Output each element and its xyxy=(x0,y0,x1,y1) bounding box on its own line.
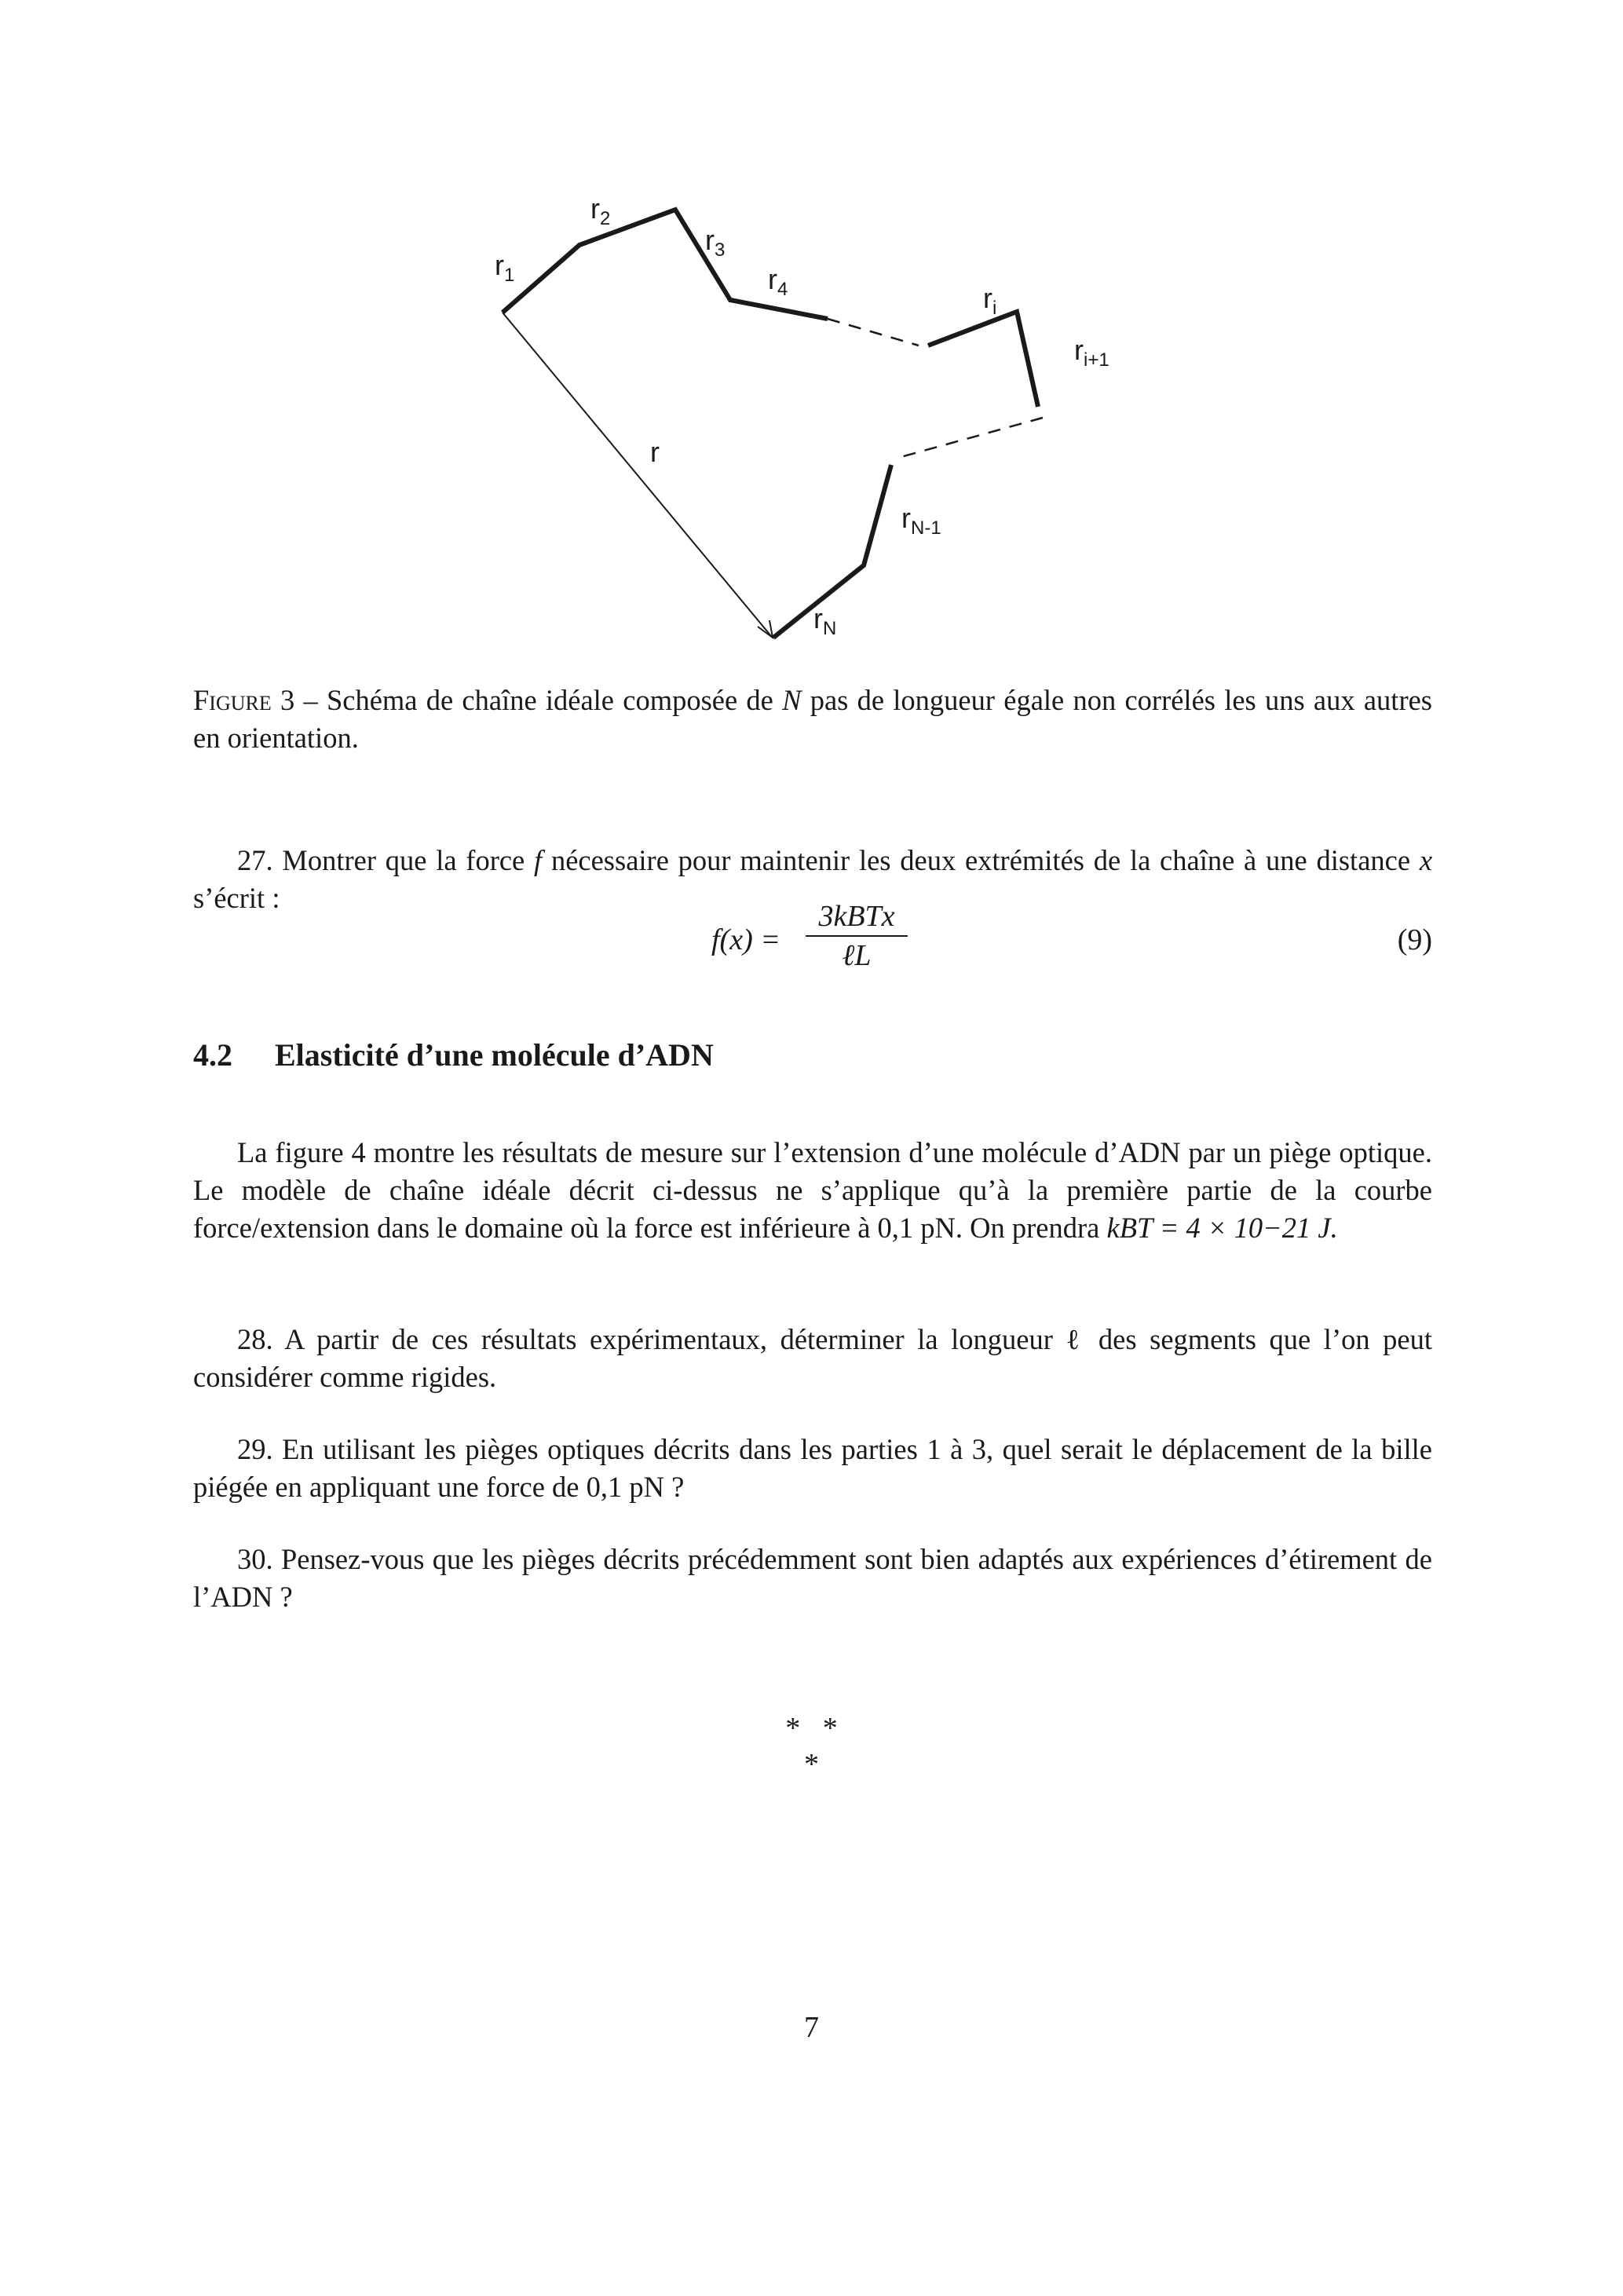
equation-lhs: f(x) = xyxy=(711,923,780,956)
label-rn: $r_N$ xyxy=(813,602,837,639)
equation-tag: (9) xyxy=(1397,923,1432,956)
intro-paragraph xyxy=(193,1134,1432,1247)
dashed-link-lower xyxy=(895,418,1043,459)
figure-caption xyxy=(193,682,1432,757)
caption-prefix: Figure 3 xyxy=(193,684,295,716)
dashed-link-upper xyxy=(828,319,919,345)
stars-top: * * xyxy=(785,1712,838,1745)
q28-number: 28. xyxy=(237,1323,273,1355)
q27-f: f xyxy=(534,844,543,876)
q27-number: 27. xyxy=(237,844,273,876)
chain-segments-end xyxy=(773,465,891,638)
label-ri-plus-1: $r_{i+1}$ xyxy=(1074,334,1109,371)
question-28 xyxy=(193,1321,1432,1396)
label-r3: $r_3$ xyxy=(705,224,726,261)
stars-bottom: * xyxy=(804,1748,819,1781)
intro-kbt: kBT = 4 × 10−21 J. xyxy=(1106,1212,1338,1244)
q28-text: A partir de ces résultats expérimentaux, déterminer la longueur ℓ des segments que l’on peut considérer comme rigides. xyxy=(193,1323,1432,1393)
equation-numerator: 3kBTx xyxy=(818,900,895,933)
equation-denominator: ℓL xyxy=(842,939,872,972)
equation-9 xyxy=(193,899,1432,978)
label-r4: $r_4$ xyxy=(768,263,788,300)
q27-text-a: Montrer que la force xyxy=(272,844,535,876)
fraction-bar xyxy=(806,935,908,937)
caption-n: N xyxy=(782,684,802,716)
end-stars xyxy=(0,1710,1623,1782)
label-rn-minus-1: $r_{N-1}$ xyxy=(901,502,941,539)
caption-text-a: Schéma de chaîne idéale composée de xyxy=(326,684,783,716)
q29-number: 29. xyxy=(237,1433,273,1465)
chain-diagram xyxy=(440,157,1225,660)
intro-text: La figure 4 montre les résultats de mesure sur l’extension d’une molécule d’ADN par un piège optique. Le modèle de chaîne idéale décrit ci-dessus ne s’applique qu’à la première partie de la courbe force/extension dans le domaine où la force est inférieure à 0,1 pN. On prendra xyxy=(193,1136,1432,1244)
q27-text-c: s’écrit : xyxy=(193,882,280,914)
question-30 xyxy=(193,1541,1432,1616)
chain-figure xyxy=(440,157,1225,660)
q27-text-b: nécessaire pour maintenir les deux extrémités de la chaîne à une distance xyxy=(542,844,1420,876)
label-r1: $r_1$ xyxy=(495,249,515,286)
question-29 xyxy=(193,1431,1432,1506)
label-r2: $r_2$ xyxy=(590,192,611,229)
section-heading xyxy=(193,1036,714,1073)
q27-x: x xyxy=(1419,844,1433,876)
q29-text: En utilisant les pièges optiques décrits dans les parties 1 à 3, quel serait le déplacement de la bille piégée en appliquant une force de 0,1 pN ? xyxy=(193,1433,1432,1503)
q30-number: 30. xyxy=(237,1543,273,1575)
page-number: 7 xyxy=(804,2011,819,2044)
section-title: Elasticité d’une molécule d’ADN xyxy=(275,1037,714,1073)
chain-segments-start xyxy=(503,210,828,319)
caption-dash: – xyxy=(294,684,327,716)
end-to-end-vector xyxy=(503,313,771,636)
chain-segments-middle xyxy=(928,312,1038,407)
q30-text: Pensez-vous que les pièges décrits précédemment sont bien adaptés aux expériences d’étirement de l’ADN ? xyxy=(193,1543,1432,1613)
equation-fraction xyxy=(806,899,908,973)
section-number: 4.2 xyxy=(193,1037,232,1073)
caption-text-b: pas de longueur égale non corrélés les uns aux autres en orientation. xyxy=(193,684,1433,754)
label-ri: $r_i$ xyxy=(983,282,997,319)
label-r-vector: r xyxy=(650,436,660,468)
